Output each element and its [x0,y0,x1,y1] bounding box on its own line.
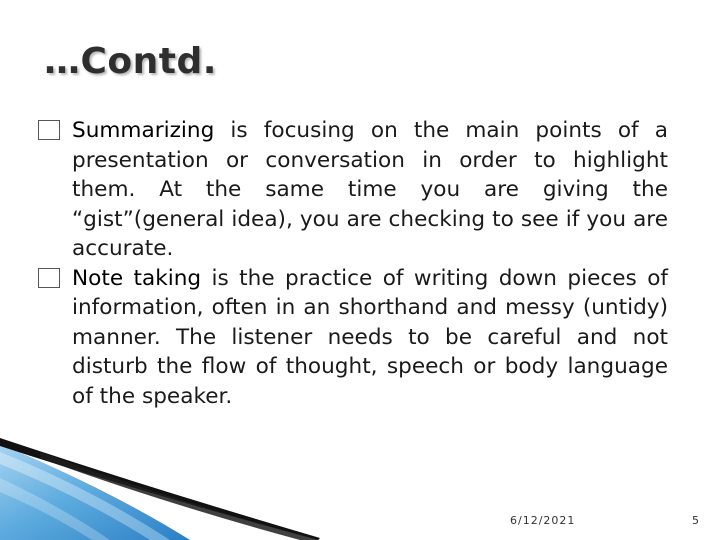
slide-number: 5 [692,514,699,527]
bullet-text: is the practice of writing down pieces of information, often in an shorthand and messy (untidy) manner. The listener needs to be careful and not disturb the flow of thought, speech or body language of the speaker. [72,265,669,409]
empty-box-bullet-icon [38,268,60,288]
empty-box-bullet-icon [38,120,60,140]
decorative-swoosh [0,430,720,540]
bullet-summarizing [38,116,668,264]
bullet-term: Summarizing [72,118,215,143]
bullet-text: is focusing on the main points of a presentation or conversation in order to highlight them. At the same time you are giving the “gist”(general idea), you are checking to see if you are accurate. [72,118,668,261]
footer-date: 6/12/2021 [510,514,576,527]
bullet-note-taking [38,264,668,412]
slide-title: …Contd. [44,41,217,82]
bullet-term: Note taking [72,265,202,291]
slide-content [38,116,668,411]
